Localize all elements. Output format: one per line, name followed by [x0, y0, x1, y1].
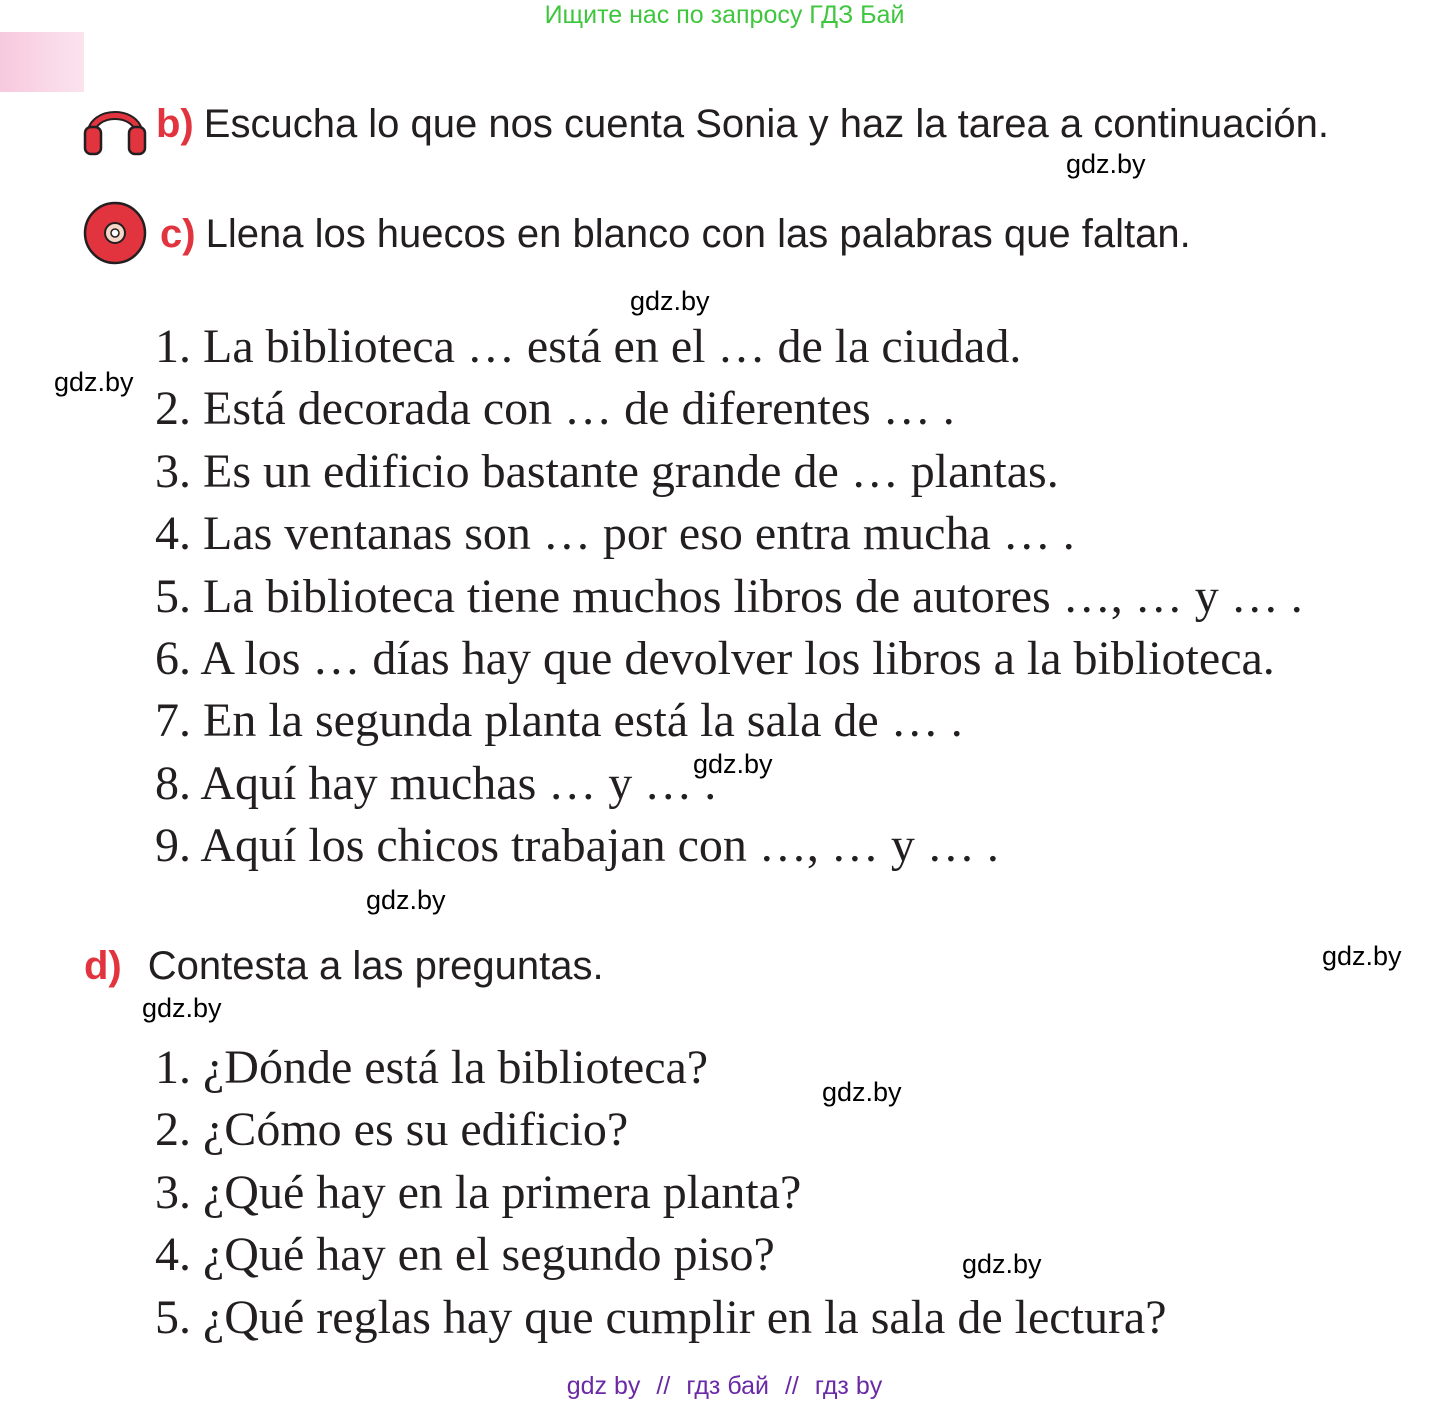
- watermark: gdz.by: [822, 1077, 902, 1107]
- task-b-instruction: Escucha lo que nos cuenta Sonia y haz la tarea a continuación.: [203, 102, 1329, 146]
- top-banner: Ищите нас по запросу ГДЗ Бай: [544, 1, 905, 29]
- task-d-letter: d): [84, 944, 122, 988]
- list-item: 3. ¿Qué hay en la primera planta?: [155, 1165, 802, 1219]
- list-item: 4. ¿Qué hay en el segundo piso?: [155, 1228, 775, 1282]
- list-item: 1. ¿Dónde está la biblioteca?: [155, 1041, 709, 1094]
- task-b-heading: [156, 100, 1329, 148]
- pink-tab: [0, 32, 84, 92]
- footer-link-1[interactable]: gdz by: [566, 1372, 641, 1400]
- cd-icon: [82, 200, 148, 266]
- footer-link-2[interactable]: гдз бай: [686, 1372, 769, 1400]
- fill-in-list: [155, 318, 1303, 880]
- list-item: 6. A los … días hay que devolver los libros a la biblioteca.: [155, 631, 1275, 685]
- questions-list: [155, 1039, 1167, 1351]
- task-c-heading: [160, 210, 1191, 258]
- list-item: 2. Está decorada con … de diferentes … .: [155, 382, 955, 436]
- watermark: gdz.by: [366, 885, 446, 915]
- list-item: 5. ¿Qué reglas hay que cumplir en la sala de lectura?: [155, 1290, 1167, 1344]
- footer-separator: //: [656, 1372, 671, 1400]
- task-c-letter: c): [160, 212, 196, 256]
- footer-separator: //: [784, 1372, 799, 1400]
- list-item: 3. Es un edificio bastante grande de … plantas.: [155, 444, 1059, 498]
- task-d-heading: [84, 942, 604, 990]
- list-item: 5. La biblioteca tiene muchos libros de autores …, … y … .: [155, 569, 1303, 623]
- footer: [0, 1371, 1449, 1401]
- watermark: gdz.by: [693, 749, 773, 779]
- task-d-instruction: Contesta a las preguntas.: [147, 944, 604, 988]
- list-item: 9. Aquí los chicos trabajan con …, … y … .: [155, 819, 999, 873]
- list-item: 1. La biblioteca … está en el … de la ciudad.: [155, 320, 1022, 373]
- list-item: 8. Aquí hay muchas … y … .: [155, 756, 717, 810]
- task-c-instruction: Llena los huecos en blanco con las palabras que faltan.: [205, 212, 1191, 256]
- footer-link-3[interactable]: гдз by: [814, 1372, 883, 1400]
- list-item: 2. ¿Cómo es su edificio?: [155, 1103, 629, 1157]
- list-item: 4. Las ventanas son … por eso entra mucha … .: [155, 507, 1075, 561]
- list-item: 7. En la segunda planta está la sala de … .: [155, 694, 963, 748]
- task-b-letter: b): [156, 102, 194, 146]
- watermark: gdz.by: [1322, 941, 1402, 971]
- watermark: gdz.by: [630, 286, 710, 316]
- watermark: gdz.by: [1066, 149, 1146, 179]
- watermark: gdz.by: [54, 367, 134, 397]
- watermark: gdz.by: [142, 993, 222, 1023]
- watermark: gdz.by: [962, 1249, 1042, 1279]
- headphones-icon: [82, 95, 148, 157]
